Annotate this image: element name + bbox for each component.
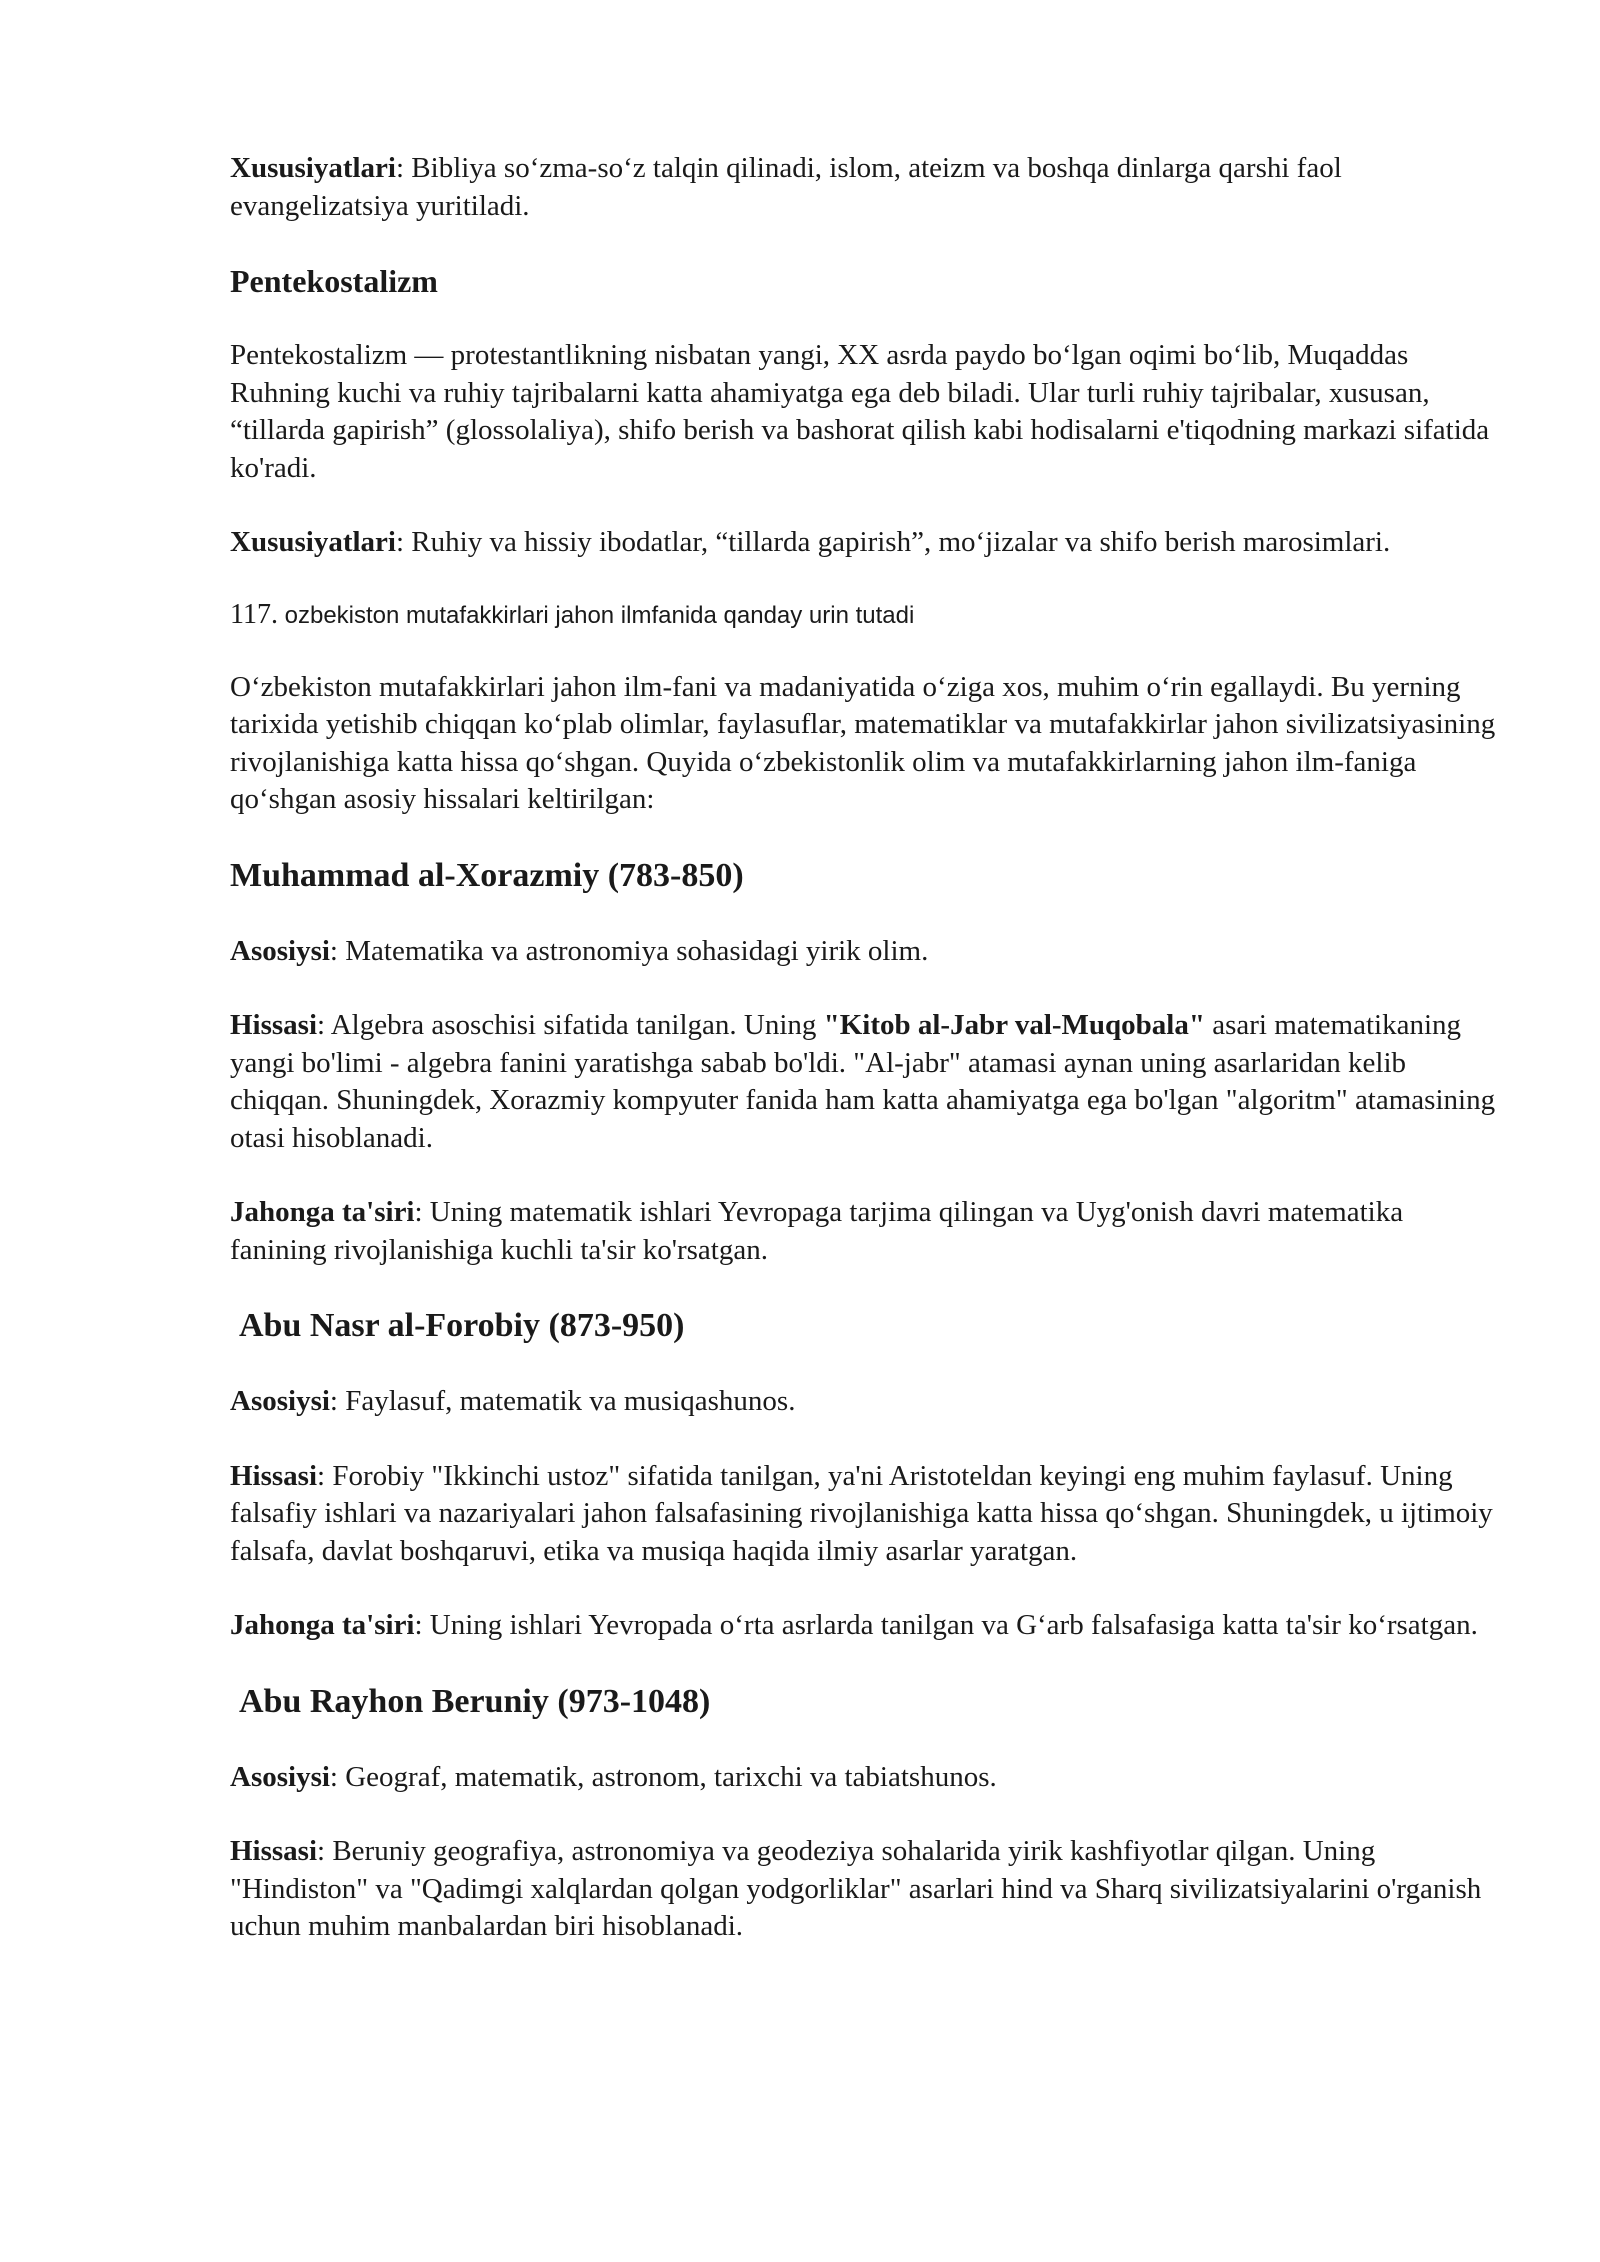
document-page — [230, 150, 1500, 1946]
main-label: Asosiysi — [230, 934, 330, 967]
features-label: Xususiyatlari — [230, 152, 396, 184]
impact-label: Jahonga ta'siri — [230, 1196, 415, 1228]
contribution-text: : Beruniy geografiya, astronomiya va geodeziya sohalarida yirik kashfiyotlar qilgan. Uning "Hindiston" va "Qadimgi xalqlardan qolgan yodgorliklar" asarlari hind va Sharq sivilizatsiyalarini o'rganish uchun muhim manbalardan biri hisoblanadi. — [230, 1835, 1482, 1942]
contribution-text: : Forobiy "Ikkinchi ustoz" sifatida tanilgan, ya'ni Aristoteldan keyingi eng muhim faylasuf. Uning falsafiy ishlari va nazariyalari jahon falsafasining rivojlanishiga katta hissa qo‘shgan. Shuningdek, u ijtimoiy falsafa, davlat boshqaruvi, etika va musiqa haqida ilmiy asarlar yaratgan. — [230, 1459, 1493, 1567]
features-text: : Ruhiy va hissiy ibodatlar, “tillarda gapirish”, mo‘jizalar va shifo berish marosimlari. — [395, 526, 1391, 558]
scholar-main-paragraph — [230, 1759, 1500, 1797]
impact-label: Jahonga ta'siri — [230, 1609, 415, 1641]
impact-text: : Uning ishlari Yevropada o‘rta asrlarda tanilgan va G‘arb falsafasiga katta ta'sir ko‘rsatgan. — [414, 1609, 1478, 1641]
question-number: 117. — [230, 598, 278, 630]
scholar-main-paragraph — [230, 933, 1500, 971]
scholar-contribution-paragraph — [230, 1833, 1500, 1946]
impact-text: : Uning matematik ishlari Yevropaga tarjima qilingan va Uyg'onish davri matematika fanining rivojlanishiga kuchli ta'sir ko'rsatgan. — [230, 1196, 1404, 1266]
main-label: Asosiysi — [230, 1760, 330, 1793]
contribution-label: Hissasi — [230, 1009, 318, 1041]
features-text: : Bibliya so‘zma-so‘z talqin qilinadi, islom, ateizm va boshqa dinlarga qarshi faol evangelizatsiya yuritiladi. — [230, 152, 1342, 222]
scholar-contribution-paragraph — [230, 1007, 1500, 1157]
main-label: Asosiysi — [230, 1385, 330, 1417]
question-text: ozbekiston mutafakkirlari jahon ilmfanida qanday urin tutadi — [284, 601, 915, 629]
pentecostalism-features-paragraph — [230, 524, 1500, 562]
scholar-impact-paragraph — [230, 1194, 1500, 1269]
answer-intro: O‘zbekiston mutafakkirlari jahon ilm-fani va madaniyatida o‘ziga xos, muhim o‘rin egallaydi. Bu yerning tarixida yetishib chiqqan ko‘plab olimlar, faylasuflar, matematiklar va mutafakkirlar jahon sivilizatsiyasining rivojlanishiga katta hissa qo‘shgan. Quyida o‘zbekistonlik olim va mutafakkirlarning jahon ilm-faniga qo‘shgan asosiy hissalari keltirilgan: — [230, 670, 1496, 815]
contribution-label: Hissasi — [230, 1835, 318, 1867]
contribution-text-after: asari matematikaning yangi bo'limi - algebra fanini yaratishga sabab bo'ldi. "Al-jabr" atamasi aynan uning asarlaridan kelib chiqqan. Shuningdek, Xorazmiy kompyuter fanida ham katta ahamiyatga ega bo'lgan "algoritm" atamasining otasi hisoblanadi. — [230, 1009, 1496, 1154]
main-text: : Geograf, matematik, astronom, tarixchi va tabiatshunos. — [329, 1760, 997, 1793]
contribution-text-before: : Algebra asoschisi sifatida tanilgan. Uning — [317, 1009, 824, 1041]
question-line — [230, 599, 1500, 632]
book-title: "Kitob al-Jabr val-Muqobala" — [823, 1009, 1205, 1041]
scholar-impact-paragraph — [230, 1607, 1500, 1645]
evangelical-features-paragraph — [230, 150, 1500, 225]
scholar-heading-beruniy: Abu Rayhon Beruniy (973-1048) — [239, 1682, 711, 1720]
scholar-main-paragraph — [230, 1383, 1500, 1421]
scholar-heading-xorazmiy: Muhammad al-Xorazmiy (783-850) — [230, 856, 744, 894]
features-label: Xususiyatlari — [230, 526, 396, 558]
main-text: : Matematika va astronomiya sohasidagi yirik olim. — [329, 934, 929, 967]
scholar-heading-forobiy: Abu Nasr al-Forobiy (873-950) — [239, 1307, 685, 1344]
contribution-label: Hissasi — [230, 1459, 318, 1492]
main-text: : Faylasuf, matematik va musiqashunos. — [329, 1385, 796, 1417]
pentecostalism-intro: Pentekostalizm — protestantlikning nisbatan yangi, XX asrda paydo bo‘lgan oqimi bo‘lib, Muqaddas Ruhning kuchi va ruhiy tajribalarni katta ahamiyatga ega deb biladi. Ular turli ruhiy tajribalar, xususan, “tillarda gapirish” (glossolaliya), shifo berish va bashorat qilish kabi hodisalarni e'tiqodning markazi sifatida ko'radi. — [230, 339, 1490, 484]
pentecostalism-heading: Pentekostalizm — [230, 263, 438, 299]
scholar-contribution-paragraph — [230, 1458, 1500, 1571]
